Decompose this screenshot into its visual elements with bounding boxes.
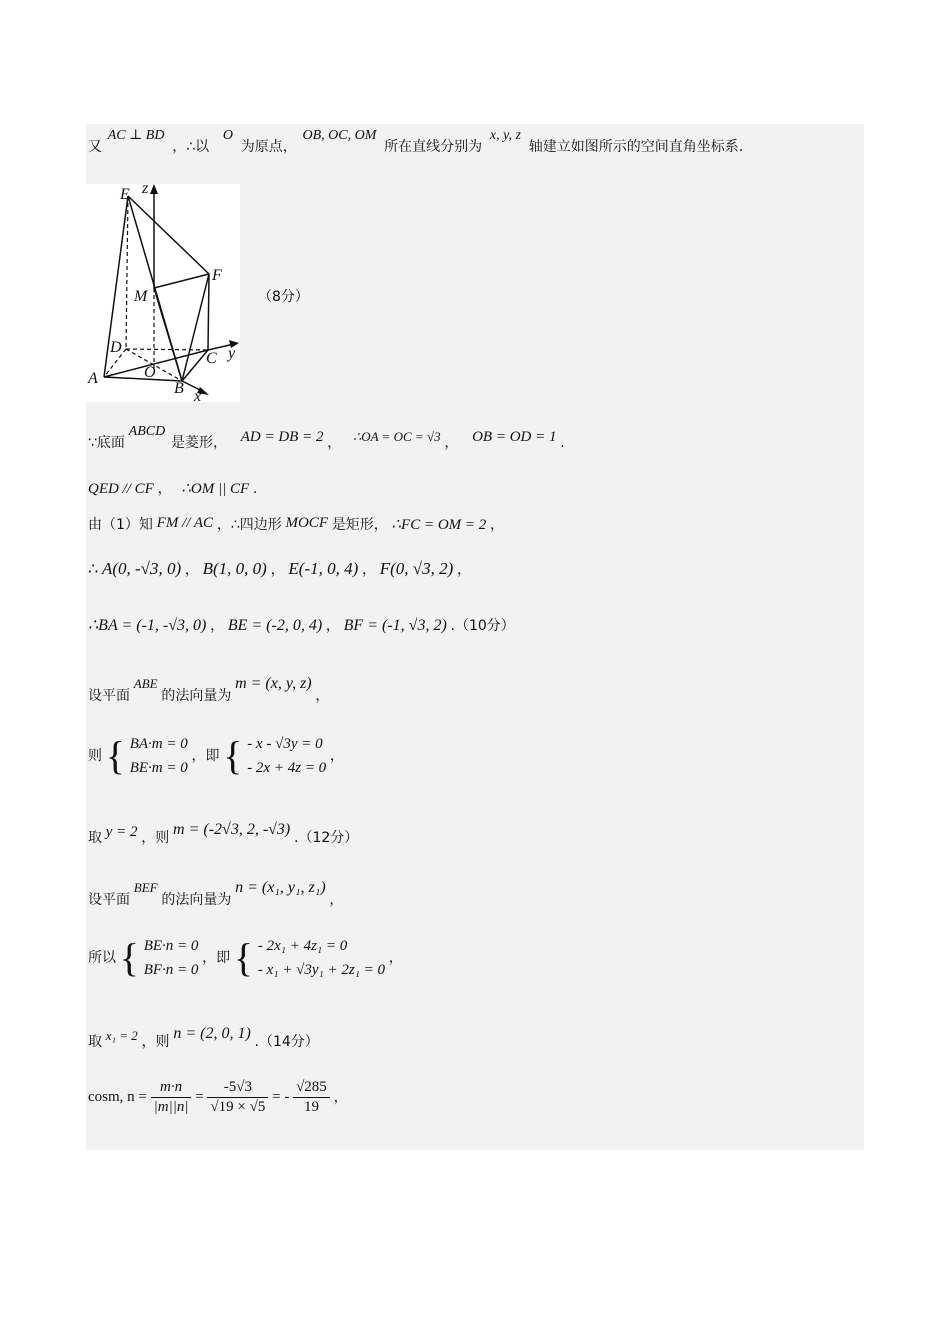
system-2: [247, 732, 326, 780]
system-1: [130, 732, 188, 780]
text: 轴建立如图所示的空间直角坐标系.: [528, 139, 744, 155]
text: ，: [388, 950, 403, 966]
math-point-f: F(0, √3, 2): [379, 559, 454, 578]
math-point-b: B(1, 0, 0): [202, 559, 267, 578]
math-abcd: ABCD: [128, 424, 166, 439]
text: ，: [444, 435, 459, 451]
text: 设平面: [88, 892, 130, 908]
text: ∵底面: [88, 435, 125, 451]
math-ad-db: AD = DB = 2: [240, 429, 324, 445]
line-normal-m: [88, 675, 330, 704]
system-3: [144, 934, 199, 982]
label-o: O: [144, 364, 156, 381]
label-d: D: [110, 339, 122, 356]
eq-4: - x₁ + √3y₁ + 2z₁ = 0: [257, 962, 386, 978]
text: ，: [329, 748, 344, 764]
text: ，: [157, 481, 172, 497]
text: ，: [333, 1089, 348, 1106]
text: 取: [88, 830, 102, 846]
edge-mf: [154, 274, 209, 288]
text: ，: [329, 892, 344, 908]
system-4: [258, 934, 385, 982]
text: 则: [88, 748, 102, 764]
label-a: A: [88, 370, 98, 387]
math-y-2: y = 2: [105, 824, 138, 840]
text: 设平面: [88, 688, 130, 704]
line-vectors: [88, 618, 515, 634]
line-take-x1: [88, 1025, 319, 1050]
frac-den: 19: [303, 1099, 319, 1115]
line-take-y: [88, 821, 359, 846]
line-rhombus: [88, 424, 565, 451]
edge-fc: [208, 274, 209, 350]
frac-num: -5√3: [207, 1080, 268, 1098]
label-z: z: [142, 184, 149, 197]
z-arrow: [150, 184, 158, 194]
line-coordinate-setup: [88, 128, 744, 155]
frac-num: √285: [293, 1080, 330, 1098]
text: 的法向量为: [161, 892, 232, 908]
text: ，: [490, 517, 505, 533]
line-system-m: [88, 732, 344, 780]
text: 又: [88, 139, 102, 155]
line-rectangle: [88, 515, 505, 533]
text: ，: [270, 562, 285, 578]
math-vector-bf: BF = (-1, √3, 2): [343, 617, 447, 634]
text: 为原点，: [240, 139, 297, 155]
text: .（12分）: [294, 830, 359, 846]
text: ，: [210, 618, 225, 634]
text: ，则: [141, 1034, 170, 1050]
text: 的法向量为: [161, 688, 232, 704]
math-vector-be: BE = (-2, 0, 4): [227, 617, 323, 634]
score-8: （8分）: [258, 289, 309, 305]
text: .: [252, 481, 258, 497]
math-n-value: n = (2, 0, 1): [173, 1025, 251, 1042]
math-fm-ac: FM // AC: [156, 515, 214, 531]
math-vector-ba: ∴BA = (-1, -√3, 0): [88, 617, 207, 634]
text: ，∴四边形: [216, 517, 282, 533]
math-oa-oc: ∴OA = OC = √3: [352, 429, 441, 444]
math-m-value: m = (-2√3, 2, -√3): [173, 821, 291, 838]
text: 取: [88, 1034, 102, 1050]
math-x1-2: x₁ = 2: [105, 1028, 138, 1043]
eq-3: - 2x₁ + 4z₁ = 0: [257, 938, 348, 954]
equals: =: [195, 1089, 204, 1105]
math-n-def: n = (x₁, y₁, z₁): [235, 879, 326, 896]
label-c: C: [206, 350, 217, 367]
math-ob-od: OB = OD = 1: [472, 429, 557, 445]
text: 所以: [88, 950, 116, 966]
line-system-n: [88, 934, 403, 982]
frac-num: m·n: [151, 1080, 192, 1098]
label-m: M: [134, 288, 148, 305]
text: ∴: [88, 559, 99, 578]
text: ，: [361, 562, 376, 578]
label-b: B: [174, 380, 184, 397]
math-xyz: x, y, z: [489, 128, 522, 143]
text: ，: [184, 562, 199, 578]
math-m-def: m = (x, y, z): [235, 675, 312, 692]
text: 所在直线分别为: [384, 139, 483, 155]
text: 由（1）知: [88, 517, 153, 533]
text: .（10分）: [450, 618, 515, 634]
eq-1: - x - √3y = 0: [247, 736, 323, 752]
math-mocf: MOCF: [285, 515, 328, 531]
label-x: x: [194, 388, 202, 402]
text: ，: [315, 688, 330, 704]
geometry-figure: [86, 184, 240, 402]
text: ，即: [202, 950, 231, 966]
fraction-mn: [151, 1080, 192, 1115]
math-ed-cf: QED // CF: [88, 481, 154, 497]
text: ，: [327, 435, 342, 451]
text: .: [560, 435, 565, 451]
text: 是菱形，: [170, 435, 227, 451]
math-point-e: E(-1, 0, 4): [288, 559, 359, 578]
brace: {: [119, 935, 139, 980]
frac-den: |m||n|: [153, 1099, 189, 1115]
eq-be-n: BE·n = 0: [143, 938, 199, 954]
math-ac-perp-bd: AC ⊥ BD: [107, 128, 165, 143]
math-cos-lhs: cosm, n =: [88, 1089, 147, 1105]
line-cosine: [88, 1080, 348, 1115]
line-normal-n: [88, 879, 344, 908]
text: .（14分）: [254, 1034, 319, 1050]
fraction-result: [293, 1080, 330, 1115]
text: ，: [325, 618, 340, 634]
line-points: [88, 560, 471, 578]
math-origin: O: [222, 128, 234, 143]
pyramid-diagram: [86, 184, 240, 402]
brace: {: [223, 733, 243, 778]
label-e: E: [120, 186, 130, 203]
math-bef: BEF: [133, 880, 158, 895]
frac-den: √19 × √5: [210, 1099, 266, 1115]
eq-be-m: BE·m = 0: [129, 760, 188, 776]
eq-bf-n: BF·n = 0: [143, 962, 199, 978]
eq-2: - 2x + 4z = 0: [247, 760, 327, 776]
text: ，则: [141, 830, 170, 846]
brace: {: [233, 935, 254, 980]
math-abe: ABE: [133, 676, 158, 691]
text: ，: [457, 562, 472, 578]
brace: {: [105, 733, 125, 778]
equals-minus: = -: [272, 1089, 290, 1105]
edge-ab: [104, 377, 182, 381]
label-y: y: [228, 345, 236, 362]
text: ，即: [191, 748, 220, 764]
text: ，∴以: [172, 139, 210, 155]
text: 是矩形，: [331, 517, 388, 533]
fraction-value: [207, 1080, 268, 1115]
line-parallel: [88, 482, 257, 497]
math-fc-om: ∴FC = OM = 2: [391, 517, 487, 533]
math-om-cf: ∴OM || CF: [181, 481, 250, 497]
eq-ba-m: BA·m = 0: [129, 736, 188, 752]
edge-dc: [126, 349, 208, 350]
math-point-a: A(0, -√3, 0): [101, 559, 182, 578]
math-axes-lines: OB, OC, OM: [302, 128, 377, 143]
edge-ed: [126, 196, 128, 349]
label-f: F: [212, 267, 222, 284]
